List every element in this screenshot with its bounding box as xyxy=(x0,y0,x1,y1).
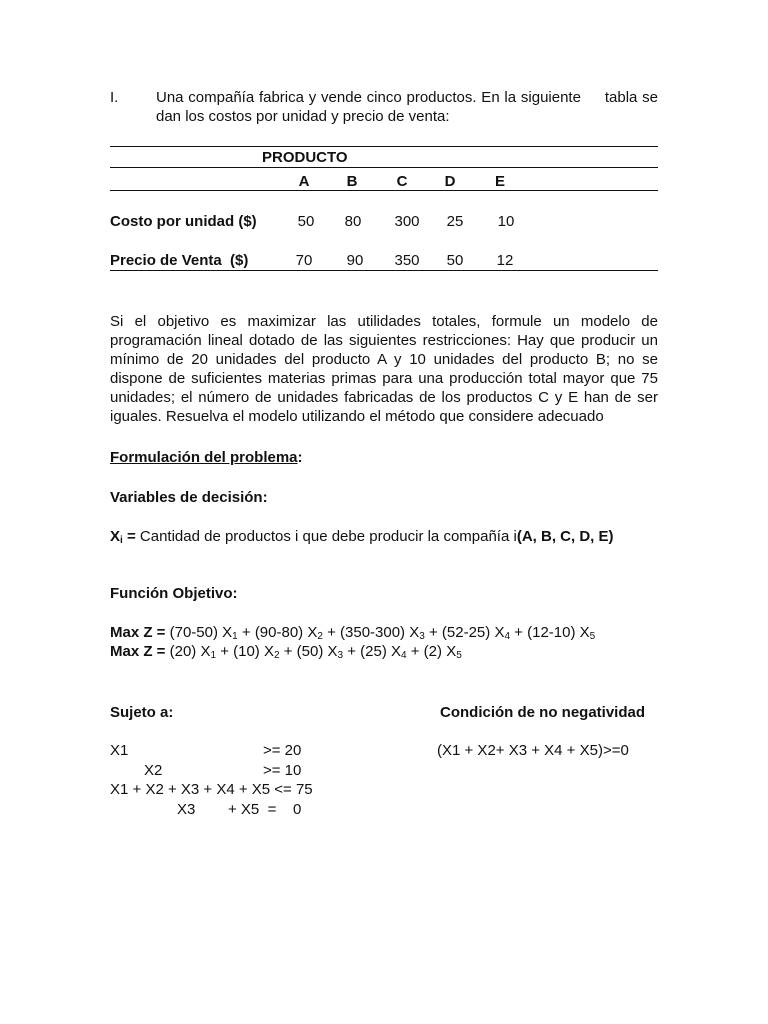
column-header: D xyxy=(444,173,456,190)
constraint-2-variable: X2 xyxy=(144,762,163,779)
table-group-header: PRODUCTO xyxy=(262,149,348,166)
table-bottom-rule xyxy=(110,270,658,271)
table-cell: 50 xyxy=(446,252,464,269)
table-cell: 300 xyxy=(394,213,420,230)
objective-expression: (20) $X_1 + (10) X_2 + (50) X_3 + (25) X_4 + (2)$ $X_5$ xyxy=(169,643,462,661)
table-cell: 350 xyxy=(394,252,420,269)
objective-heading: Función Objetivo: xyxy=(110,585,238,602)
table-cell: 80 xyxy=(344,213,362,230)
objective-expression: (70-50) $X_1 + (90-80) X_2 + (350-300) X_3 + (52-25) X_4 + (12-10)$ $X_5$ xyxy=(169,624,596,642)
table-cell: 50 xyxy=(297,213,315,230)
nonnegativity-condition: (X1 + X2+ X3 + X4 + X5)>=0 xyxy=(437,742,629,759)
variables-heading: Variables de decisión: xyxy=(110,489,268,506)
table-header-rule xyxy=(110,167,658,168)
objective-line-1 xyxy=(110,623,595,642)
objective-label: Max Z = xyxy=(110,624,170,641)
table-cell: 12 xyxy=(496,252,514,269)
variable-subscript: i xyxy=(120,535,123,546)
variable-set: (A, B, C, D, E) xyxy=(516,528,614,545)
table-cell: 90 xyxy=(346,252,364,269)
column-header: A xyxy=(298,173,310,190)
formulation-heading-colon: : xyxy=(297,449,303,466)
table-cell: 70 xyxy=(295,252,313,269)
objective-line-2 xyxy=(110,642,462,661)
nonnegativity-heading: Condición de no negatividad xyxy=(440,704,646,721)
row-label: Costo por unidad ($) xyxy=(110,213,257,230)
constraint-4-relation: + X5 = 0 xyxy=(228,801,302,818)
column-header: C xyxy=(396,173,408,190)
table-columns-rule xyxy=(110,190,658,191)
formulation-heading xyxy=(110,448,303,467)
variable-equals: = xyxy=(122,528,140,545)
constraints-heading: Sujeto a: xyxy=(110,704,174,721)
constraint-1-variable: X1 xyxy=(110,742,129,759)
objective-label: Max Z = xyxy=(110,643,170,660)
table-top-rule xyxy=(110,146,658,147)
formulation-heading-text: Formulación del problema xyxy=(110,449,298,466)
variable-definition xyxy=(110,527,614,546)
section-number: I. xyxy=(110,89,119,106)
column-header: B xyxy=(346,173,358,190)
constraint-4-variable: X3 xyxy=(177,801,196,818)
problem-statement: Si el objetivo es maximizar las utilidades totales, formule un modelo de programación lineal dotado de las siguientes restricciones: Hay que producir un mínimo de 20 unidades del producto A y 10 unidades del producto B; no se dispone de suficientes materias primas para una producción total mayor que 75 unidades; el número de unidades fabricadas de los productos C y E han de ser iguales. Resuelva el modelo utilizando el método que considere adecuado xyxy=(110,313,658,425)
constraint-3: X1 + X2 + X3 + X4 + X5 <= 75 xyxy=(110,781,313,798)
intro-text: Una compañía fabrica y vende cinco productos. En la siguiente tabla se dan los costos por unidad y precio de venta: xyxy=(156,89,663,125)
variable-description: Cantidad de productos i que debe producir la compañía i xyxy=(139,528,517,545)
column-header: E xyxy=(494,173,505,190)
table-cell: 10 xyxy=(497,213,515,230)
row-label: Precio de Venta ($) xyxy=(110,252,249,269)
constraint-1-relation: >= 20 xyxy=(263,742,302,759)
table-cell: 25 xyxy=(446,213,464,230)
variable-symbol: X xyxy=(110,528,121,545)
constraint-2-relation: >= 10 xyxy=(263,762,302,779)
